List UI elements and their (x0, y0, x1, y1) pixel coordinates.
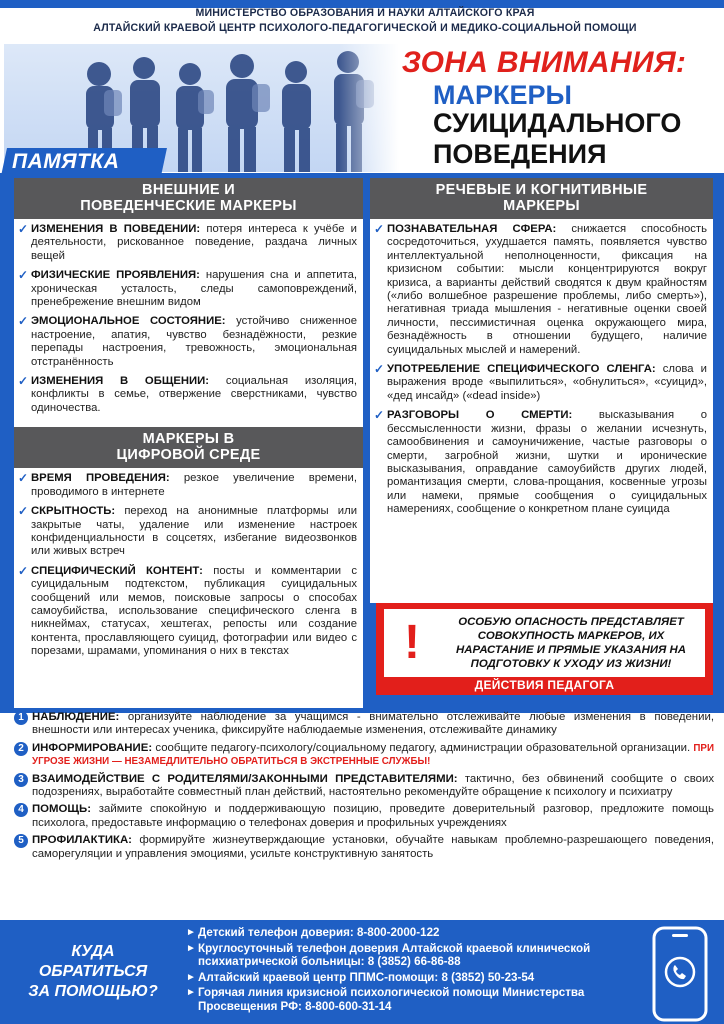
check-icon: ✓ (18, 268, 29, 283)
list-item: ✓ ПОЗНАВАТЕЛЬНАЯ СФЕРА: снижается способность сосредоточиться, ухудшается память, появляется чувство интеллектуальной неполноценности, фиксация на кризисном событии: мысли концентрируются вокруг кризиса, а варианты действий сводятся к двум крайностям («либо волшебное разрешение проблемы, либо смерть»), негативная триада мышления - негативные оценки своей личности, пессимистичная оценка окружающего мира, безнадёжность в отношении будущего, наличие суицидальных мыслей и намерений. (374, 222, 707, 356)
speech-markers-header (370, 178, 713, 219)
number-badge: 2 (14, 742, 28, 756)
action-item: 2 ИНФОРМИРОВАНИЕ: сообщите педагогу-психологу/социальному педагогу, администрации образовательной организации. ПРИ УГРОЗЕ ЖИЗНИ — НЕЗАМЕДЛИТЕЛЬНО ОБРАТИТЬСЯ В ЭКСТРЕННЫЕ СЛУЖБЫ! (14, 742, 714, 769)
speech-title-line-1: РЕЧЕВЫЕ И КОГНИТИВНЫЕ (435, 182, 648, 198)
list-item: ✓ УПОТРЕБЛЕНИЕ СПЕЦИФИЧЕСКОГО СЛЕНГА: слова и выражения вроде «выпилиться», «обнулиться», «суицид», «дед инсайд» («dead inside») (374, 362, 707, 402)
danger-warning-box (376, 603, 713, 695)
phone-list (186, 926, 631, 1016)
check-icon: ✓ (18, 471, 29, 486)
left-column (14, 178, 363, 708)
suicidal-title-line-2: ПОВЕДЕНИЯ (433, 139, 607, 169)
phone-item: ► Круглосуточный телефон доверия Алтайской краевой клинической психиатрической больницы: 8 (3852) 66-86-88 (186, 941, 591, 969)
digital-markers-header (14, 427, 363, 468)
external-markers-header (14, 178, 363, 219)
pamyatka-banner (1, 148, 167, 176)
list-item: ✓ СПЕЦИФИЧЕСКИЙ КОНТЕНТ: посты и комментарии с суицидальным подтекстом, публикация суицидальных сообщений или мемов, поисковые запросы о способах самоубийства, использование специфического сленга в никнеймах, статусах, хештегах, репосты или создание контента, прославляющего суицид, фотографии или видео с порезами, шрамами, упоминания о них в текстах (18, 563, 357, 658)
teacher-actions-list (14, 711, 714, 865)
center-name: АЛТАЙСКИЙ КРАЕВОЙ ЦЕНТР ПСИХОЛОГО-ПЕДАГОГИЧЕСКОЙ И МЕДИКО-СОЦИАЛЬНОЙ ПОМОЩИ (93, 22, 637, 34)
warning-text: ОСОБУЮ ОПАСНОСТЬ ПРЕДСТАВЛЯЕТ СОВОКУПНОСТЬ МАРКЕРОВ, ИХ НАРАСТАНИЕ И ПРЯМЫЕ УКАЗАНИЯ НА ПОДГОТОВКУ К УХОДУ ИЗ ЖИЗНИ! (456, 616, 686, 670)
help-footer (0, 920, 724, 1024)
digital-title-line-2: ЦИФРОВОЙ СРЕДЕ (116, 447, 261, 464)
phone-item: ► Горячая линия кризисной психологической помощи Министерства Просвещения РФ: 8-800-600-31-14 (186, 986, 585, 1013)
action-item: 4 ПОМОЩЬ: займите спокойную и поддерживающую позицию, проведите доверительный разговор, предложите помощь психолога, предоставьте информацию о телефонах доверия и профильных учреждениях (14, 803, 714, 830)
pamyatka-label: ПАМЯТКА (12, 150, 120, 173)
where-line-1: КУДА (71, 943, 115, 960)
arrow-icon: ► (186, 942, 196, 954)
list-item: ✓ РАЗГОВОРЫ О СМЕРТИ: высказывания о бессмысленности жизни, фразы о желании исчезнуть, самообвинения и самоуничижение, частые разговоры о смерти, загробной жизни, шутки и иронические высказывания, оправдание самоубийств других людей, романтизация смерти, слова-прощания, косвенные угрозы или намеки, прямые сообщения о суицидальных намерениях, сообщение о конкретном плане суицида (374, 408, 707, 516)
check-icon: ✓ (374, 362, 385, 377)
exclamation-icon: ! (404, 616, 420, 669)
action-item: 1 НАБЛЮДЕНИЕ: организуйте наблюдение за учащимся - внимательно отслеживайте любые изменения в поведении, внешности или интересах ученика, фиксируйте наблюдаемые изменения, отслеживайте динамику (14, 711, 714, 738)
phone-item: ► Детский телефон доверия: 8-800-2000-122 (186, 926, 440, 939)
digital-markers-list (14, 468, 363, 666)
arrow-icon: ► (186, 971, 196, 983)
where-line-2: ОБРАТИТЬСЯ (38, 963, 148, 980)
number-badge: 3 (14, 773, 28, 787)
suicidal-behavior-title (433, 108, 723, 170)
digital-title-line-1: МАРКЕРЫ В (142, 431, 235, 448)
arrow-icon: ► (186, 987, 196, 999)
external-markers-list (14, 219, 363, 423)
check-icon: ✓ (18, 314, 29, 329)
org-header (70, 6, 660, 36)
markers-title: МАРКЕРЫ (433, 80, 572, 110)
phone-item: ► Алтайский краевой центр ППМС-помощи: 8 (3852) 50-23-54 (186, 970, 535, 984)
check-icon: ✓ (374, 222, 385, 236)
check-icon: ✓ (18, 563, 29, 578)
external-title-line-1: ВНЕШНИЕ И (142, 182, 235, 198)
external-title-line-2: ПОВЕДЕНЧЕСКИЕ МАРКЕРЫ (80, 198, 297, 214)
action-item: 3 ВЗАИМОДЕЙСТВИЕ С РОДИТЕЛЯМИ/ЗАКОННЫМИ ПРЕДСТАВИТЕЛЯМИ: тактично, без обвинений сообщите о своих подозрениях, выработайте совместный план действий, настоятельно рекомендуйте обращение к психологу и психиатру (14, 773, 714, 800)
where-line-3: ЗА ПОМОЩЬЮ? (28, 983, 158, 1000)
list-item: ✓ ИЗМЕНЕНИЯ В ПОВЕДЕНИИ: потеря интереса к учёбе и деятельности, рискованное поведение, раздача личных вещей (18, 222, 357, 262)
check-icon: ✓ (374, 408, 385, 423)
list-item: ✓ СКРЫТНОСТЬ: переход на анонимные платформы или закрытые чаты, удаление или изменение настроек конфиденциальности в соцсетях, избегание видеозвонков или живых встреч (18, 504, 357, 558)
speech-title-line-2: МАРКЕРЫ (503, 198, 580, 214)
number-badge: 5 (14, 834, 28, 848)
number-badge: 1 (14, 711, 28, 725)
right-column (370, 178, 713, 603)
list-item: ✓ ЭМОЦИОНАЛЬНОЕ СОСТОЯНИЕ: устойчиво сниженное настроение, апатия, чувство безнадёжности, резкие перепады настроения, тревожность, эмоциональная отстранённость (18, 314, 357, 368)
ministry-name: МИНИСТЕРСТВО ОБРАЗОВАНИЯ И НАУКИ АЛТАЙСКОГО КРАЯ (195, 7, 535, 19)
list-item: ✓ ИЗМЕНЕНИЯ В ОБЩЕНИИ: социальная изоляция, конфликты в семье, отвержение сверстниками, чувство одиночества. (18, 374, 357, 414)
warning-inner (384, 609, 705, 677)
check-icon: ✓ (18, 374, 29, 389)
emergency-note: ПРИ УГРОЗЕ ЖИЗНИ — НЕЗАМЕДЛИТЕЛЬНО ОБРАТИТЬСЯ В ЭКСТРЕННЫЕ СЛУЖБЫ! (32, 742, 714, 768)
suicidal-title-line-1: СУИЦИДАЛЬНОГО (433, 108, 682, 138)
teacher-actions-title: ДЕЙСТВИЯ ПЕДАГОГА (474, 678, 615, 692)
list-item: ✓ ФИЗИЧЕСКИЕ ПРОЯВЛЕНИЯ: нарушения сна и аппетита, хроническая усталость, следы самоповреждений, пренебрежение внешним видом (18, 268, 357, 309)
arrow-icon: ► (186, 927, 196, 938)
action-item: 5 ПРОФИЛАКТИКА: формируйте жизнеутверждающие установки, обучайте навыкам проблемно-разрешающего поведения, саморегуляции и управления эмоциями, усильте конструктивную занятость (14, 834, 714, 861)
speech-markers-list (370, 219, 713, 525)
number-badge: 4 (14, 803, 28, 817)
where-to-get-help (18, 942, 168, 1002)
list-item: ✓ ВРЕМЯ ПРОВЕДЕНИЯ: резкое увеличение времени, проводимого в интернете (18, 471, 357, 498)
smartphone-icon (640, 920, 720, 1024)
check-icon: ✓ (18, 504, 29, 519)
check-icon: ✓ (18, 222, 29, 236)
attention-zone-title: ЗОНА ВНИМАНИЯ: (401, 46, 687, 79)
